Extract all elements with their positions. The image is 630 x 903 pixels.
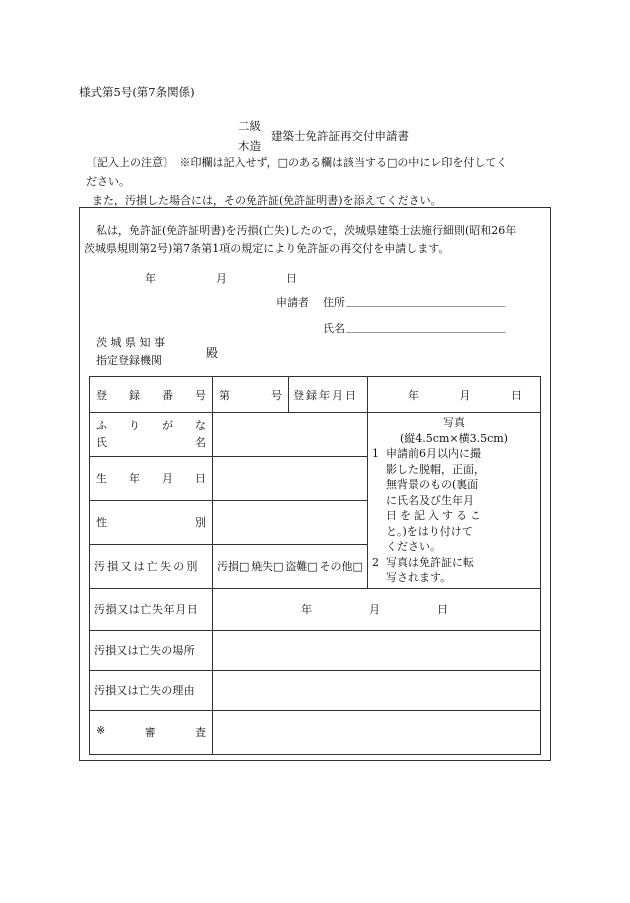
table-row	[90, 588, 541, 630]
application-table	[89, 376, 541, 755]
notes-line-2: ださい。	[86, 175, 130, 188]
table-row	[90, 377, 541, 413]
name-label: ふ り が な 氏 名	[90, 413, 213, 457]
checkbox-stolen[interactable]: 盗難□	[285, 560, 318, 574]
applicant-name-field[interactable]: _____________________________	[346, 320, 506, 333]
loss-type-label: 汚損又は亡失の別	[90, 544, 213, 588]
checkbox-burned[interactable]: 焼失□	[251, 560, 284, 574]
review-label: ※ 審 査	[90, 710, 213, 754]
date-year: 年	[145, 272, 156, 285]
loss-type-options	[213, 544, 368, 588]
review-field	[213, 710, 541, 754]
notes-line-1: 〔記入上の注意〕 ※印欄は記入せず，□のある欄は該当する□の中にレ印を付してく	[86, 156, 508, 169]
sex-label: 性 別	[90, 500, 213, 544]
registration-number-field[interactable]: 第 号	[213, 377, 289, 413]
checkbox-soiled[interactable]: 汚損□	[217, 560, 250, 574]
table-row	[90, 670, 541, 710]
photo-title: 写真	[443, 416, 465, 429]
applicant-name-label: 氏名	[323, 322, 345, 335]
loss-date-label: 汚損又は亡失年月日	[90, 588, 213, 630]
loss-date-field[interactable]: 年 月 日	[213, 588, 541, 630]
notes-line-3: また，汚損した場合には，その免許証(免許証明書)を添えてください。	[92, 194, 442, 207]
photo-size: (縦4.5cm×横3.5cm)	[400, 431, 508, 445]
applicant-label: 申請者	[276, 296, 309, 309]
form-number: 様式第5号(第7条関係)	[79, 85, 195, 99]
name-field[interactable]	[213, 413, 368, 457]
registration-date-label: 登録年月日	[289, 377, 368, 413]
addressee-governor: 茨 城 県 知 事	[96, 336, 165, 349]
applicant-address-label: 住所	[323, 296, 345, 309]
table-row	[90, 630, 541, 670]
registration-number-label: 登 録 番 号	[90, 377, 213, 413]
page-title: 建築士免許証再交付申請書	[271, 129, 409, 143]
checkbox-other[interactable]: その他□	[319, 560, 363, 574]
loss-place-field[interactable]	[213, 630, 541, 670]
loss-reason-field[interactable]	[213, 670, 541, 710]
table-row	[90, 413, 541, 457]
birth-date-field[interactable]	[213, 456, 368, 500]
birth-date-label: 生 年 月 日	[90, 456, 213, 500]
loss-reason-label: 汚損又は亡失の理由	[90, 670, 213, 710]
applicant-address-field[interactable]: _____________________________	[346, 294, 506, 307]
registration-date-field[interactable]: 年 月 日	[368, 377, 541, 413]
sex-field[interactable]	[213, 500, 368, 544]
loss-place-label: 汚損又は亡失の場所	[90, 630, 213, 670]
addressee-honorific: 殿	[206, 346, 219, 360]
photo-note-2: 2 写真は免許証に転 写されます。	[372, 555, 474, 584]
date-month: 月	[216, 272, 227, 285]
table-row	[90, 710, 541, 754]
addressee-registration-body: 指定登録機関	[96, 354, 162, 367]
photo-note-1: 1 申請前6月以内に撮 影した脱帽，正面， 無背景のもの(裏面 に氏名及び生年月 日を記入するこ と。)をはり付けて ください。	[372, 447, 485, 553]
statement-line-1: 私は，免許証(免許証明書)を汚損(亡失)したので，茨城県建築士法施行細則(昭和26年	[96, 224, 517, 237]
title-grade-1: 二級	[238, 119, 261, 133]
title-grade-2: 木造	[238, 139, 261, 153]
date-day: 日	[286, 272, 297, 285]
statement-line-2: 茨城県規則第2号)第7条第1項の規定により免許証の再交付を申請します。	[84, 242, 450, 255]
photo-box	[368, 413, 541, 589]
